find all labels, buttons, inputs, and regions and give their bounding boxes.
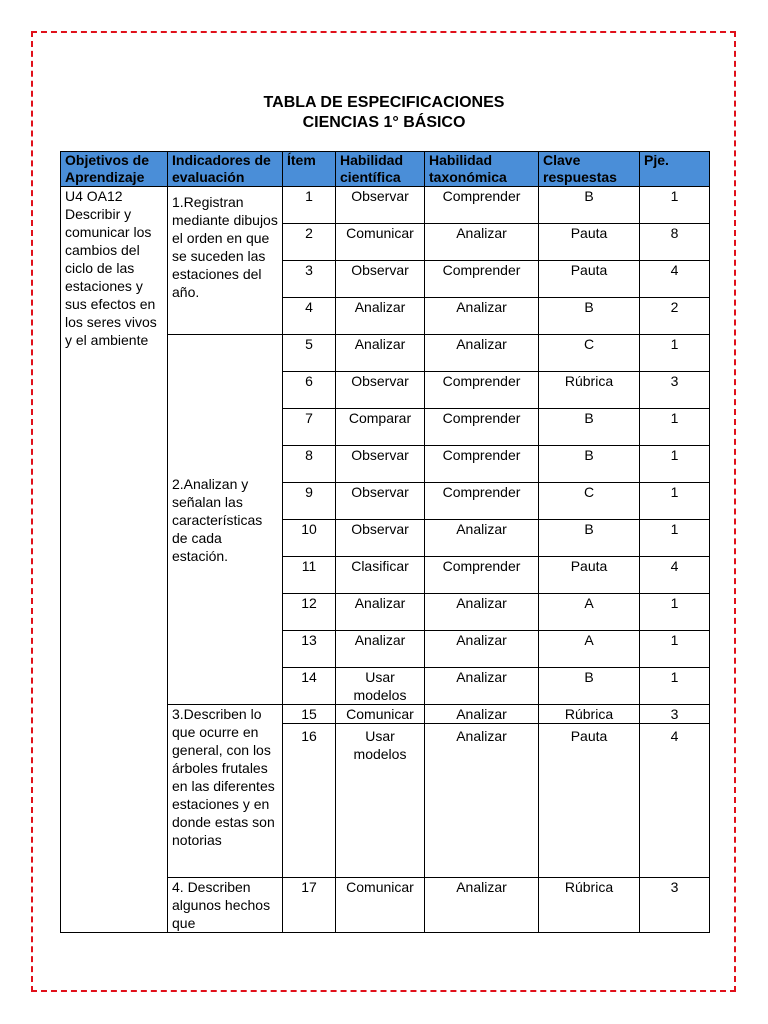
habilidad-taxonomica-cell: Analizar xyxy=(425,335,539,372)
habilidad-taxonomica-cell: Analizar xyxy=(425,705,539,724)
habilidad-taxonomica-cell: Comprender xyxy=(425,261,539,298)
item-cell: 15 xyxy=(283,705,336,724)
document-subtitle: CIENCIAS 1° BÁSICO xyxy=(302,114,466,131)
habilidad-cientifica-cell: Comunicar xyxy=(336,878,425,933)
item-cell: 10 xyxy=(283,520,336,557)
pje-cell: 1 xyxy=(640,594,710,631)
indicator-cell: 3.Describen lo que ocurre en general, con los árboles frutales en las diferentes estaciones y en donde estas son notorias xyxy=(168,705,283,878)
indicator-cell: 2.Analizan y señalan las características de cada estación. xyxy=(168,335,283,705)
habilidad-cientifica-cell: Clasificar xyxy=(336,557,425,594)
pje-cell: 8 xyxy=(640,224,710,261)
habilidad-cientifica-cell: Comparar xyxy=(336,409,425,446)
habilidad-cientifica-cell: Comunicar xyxy=(336,705,425,724)
header-objetivos: Objetivos de Aprendizaje xyxy=(61,152,168,187)
clave-cell: C xyxy=(539,335,640,372)
pje-cell: 1 xyxy=(640,335,710,372)
habilidad-taxonomica-cell: Comprender xyxy=(425,483,539,520)
habilidad-cientifica-cell: Analizar xyxy=(336,335,425,372)
habilidad-taxonomica-cell: Comprender xyxy=(425,409,539,446)
header-clave: Clave respuestas xyxy=(539,152,640,187)
habilidad-cientifica-cell: Analizar xyxy=(336,631,425,668)
item-cell: 12 xyxy=(283,594,336,631)
clave-cell: A xyxy=(539,594,640,631)
clave-cell: Pauta xyxy=(539,724,640,878)
clave-cell: B xyxy=(539,668,640,705)
pje-cell: 1 xyxy=(640,187,710,224)
header-habilidad-taxonomica: Habilidad taxonómica xyxy=(425,152,539,187)
habilidad-taxonomica-cell: Analizar xyxy=(425,224,539,261)
pje-cell: 1 xyxy=(640,446,710,483)
clave-cell: Rúbrica xyxy=(539,705,640,724)
document-title: TABLA DE ESPECIFICACIONES xyxy=(263,94,505,111)
header-indicadores: Indicadores de evaluación xyxy=(168,152,283,187)
clave-cell: Pauta xyxy=(539,261,640,298)
pje-cell: 1 xyxy=(640,668,710,705)
pje-cell: 1 xyxy=(640,409,710,446)
item-cell: 16 xyxy=(283,724,336,878)
habilidad-cientifica-cell: Analizar xyxy=(336,298,425,335)
habilidad-cientifica-cell: Observar xyxy=(336,372,425,409)
clave-cell: B xyxy=(539,187,640,224)
pje-cell: 1 xyxy=(640,520,710,557)
habilidad-cientifica-cell: Observar xyxy=(336,520,425,557)
clave-cell: C xyxy=(539,483,640,520)
pje-cell: 3 xyxy=(640,705,710,724)
clave-cell: A xyxy=(539,631,640,668)
pje-cell: 2 xyxy=(640,298,710,335)
item-cell: 7 xyxy=(283,409,336,446)
habilidad-taxonomica-cell: Analizar xyxy=(425,631,539,668)
pje-cell: 3 xyxy=(640,372,710,409)
item-cell: 14 xyxy=(283,668,336,705)
indicator-cell: 4. Describen algunos hechos que xyxy=(168,878,283,933)
clave-cell: Rúbrica xyxy=(539,878,640,933)
item-cell: 3 xyxy=(283,261,336,298)
item-cell: 1 xyxy=(283,187,336,224)
habilidad-cientifica-cell: Observar xyxy=(336,483,425,520)
header-pje: Pje. xyxy=(640,152,710,187)
header-item: Ítem xyxy=(283,152,336,187)
pje-cell: 4 xyxy=(640,557,710,594)
item-cell: 4 xyxy=(283,298,336,335)
header-habilidad-cientifica: Habilidad científica xyxy=(336,152,425,187)
clave-cell: Pauta xyxy=(539,557,640,594)
habilidad-taxonomica-cell: Comprender xyxy=(425,446,539,483)
habilidad-taxonomica-cell: Analizar xyxy=(425,724,539,878)
habilidad-cientifica-cell: Observar xyxy=(336,261,425,298)
item-cell: 13 xyxy=(283,631,336,668)
item-cell: 5 xyxy=(283,335,336,372)
habilidad-taxonomica-cell: Analizar xyxy=(425,298,539,335)
habilidad-cientifica-cell: Comunicar xyxy=(336,224,425,261)
item-cell: 8 xyxy=(283,446,336,483)
pje-cell: 4 xyxy=(640,724,710,878)
clave-cell: Pauta xyxy=(539,224,640,261)
pje-cell: 1 xyxy=(640,631,710,668)
habilidad-taxonomica-cell: Analizar xyxy=(425,878,539,933)
objective-cell: U4 OA12 Describir y comunicar los cambios del ciclo de las estaciones y sus efectos en los seres vivos y el ambiente xyxy=(61,187,168,933)
habilidad-cientifica-cell: Analizar xyxy=(336,594,425,631)
item-cell: 6 xyxy=(283,372,336,409)
item-cell: 2 xyxy=(283,224,336,261)
habilidad-cientifica-cell: Observar xyxy=(336,446,425,483)
clave-cell: B xyxy=(539,298,640,335)
habilidad-taxonomica-cell: Analizar xyxy=(425,594,539,631)
clave-cell: B xyxy=(539,520,640,557)
item-cell: 9 xyxy=(283,483,336,520)
item-cell: 11 xyxy=(283,557,336,594)
habilidad-cientifica-cell: Usar modelos xyxy=(336,724,425,878)
clave-cell: Rúbrica xyxy=(539,372,640,409)
table-row xyxy=(61,187,710,224)
pje-cell: 3 xyxy=(640,878,710,933)
habilidad-taxonomica-cell: Analizar xyxy=(425,520,539,557)
table-header-row xyxy=(61,152,710,187)
habilidad-cientifica-cell: Usar modelos xyxy=(336,668,425,705)
habilidad-taxonomica-cell: Comprender xyxy=(425,372,539,409)
habilidad-taxonomica-cell: Comprender xyxy=(425,557,539,594)
habilidad-taxonomica-cell: Analizar xyxy=(425,668,539,705)
item-cell: 17 xyxy=(283,878,336,933)
indicator-cell: 1.Registran mediante dibujos el orden en que se suceden las estaciones del año. xyxy=(168,187,283,335)
specifications-table xyxy=(60,151,710,933)
pje-cell: 4 xyxy=(640,261,710,298)
pje-cell: 1 xyxy=(640,483,710,520)
clave-cell: B xyxy=(539,446,640,483)
habilidad-cientifica-cell: Observar xyxy=(336,187,425,224)
habilidad-taxonomica-cell: Comprender xyxy=(425,187,539,224)
clave-cell: B xyxy=(539,409,640,446)
